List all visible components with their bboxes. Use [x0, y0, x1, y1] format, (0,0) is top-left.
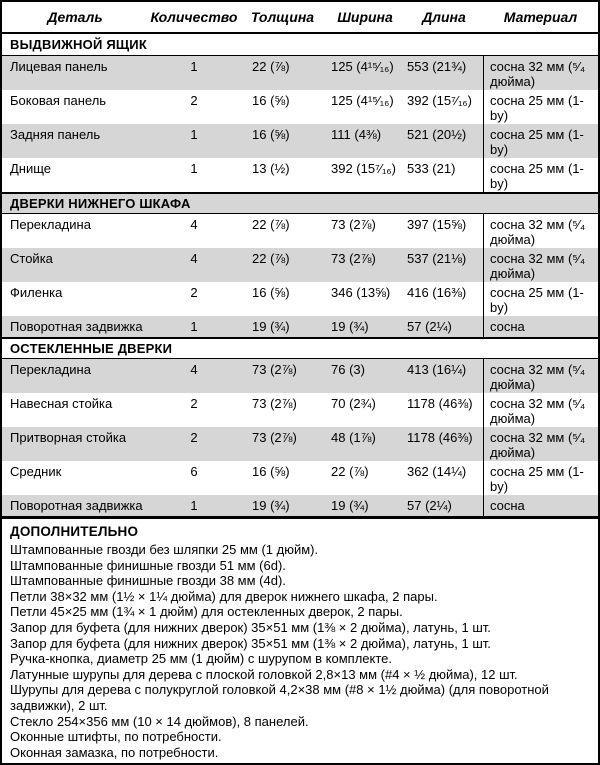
table-row [2, 90, 598, 124]
cell-qty: 1 [190, 127, 198, 142]
cell-thickness: 73 (2⅞) [252, 430, 297, 445]
cell-part: Задняя панель [10, 127, 101, 142]
additional-item: Запор для буфета (для нижних дверок) 35×51 мм (1⅜ × 2 дюйма), латунь, 1 шт. [10, 619, 491, 635]
cell-material: сосна 32 мм (⁵⁄₄ дюйма) [483, 248, 598, 282]
cell-width: 392 (15⁷⁄₁₆) [331, 161, 396, 176]
cell-width: 19 (¾) [331, 498, 369, 513]
cell-part: Поворотная задвижка [10, 319, 143, 334]
cell-qty: 1 [190, 319, 198, 334]
table-row [2, 158, 598, 192]
cell-width: 125 (4¹⁵⁄₁₆) [331, 93, 394, 108]
table-row [2, 359, 598, 393]
cell-part: Притворная стойка [10, 430, 127, 445]
additional-item: Штампованные гвозди без шляпки 25 мм (1 дюйм). [10, 542, 319, 557]
cell-qty: 6 [190, 464, 198, 479]
cell-part: Лицевая панель [10, 59, 108, 74]
cell-part: Стойка [10, 251, 53, 266]
cell-thickness: 16 (⅝) [252, 93, 290, 108]
table-row [2, 124, 598, 158]
cell-qty: 1 [190, 498, 198, 513]
cell-thickness: 22 (⅞) [252, 217, 290, 232]
cell-length: 416 (16⅜) [407, 285, 467, 300]
cell-width: 111 (4⅜) [331, 127, 382, 142]
cell-width: 76 (3) [331, 362, 365, 377]
additional-item: Петли 38×32 мм (1½ × 1¼ дюйма) для дверок нижнего шкафа, 2 пары. [10, 588, 438, 604]
additional-item: Оконная замазка, по потребности. [10, 744, 219, 760]
cell-qty: 4 [190, 251, 198, 266]
cell-width: 73 (2⅞) [331, 217, 376, 232]
additional-title: ДОПОЛНИТЕЛЬНО [10, 524, 139, 539]
table-body [2, 34, 598, 516]
cell-qty: 4 [190, 217, 198, 232]
section-title: ДВЕРКИ НИЖНЕГО ШКАФА [2, 192, 598, 214]
cell-qty: 4 [190, 362, 198, 377]
cell-width: 70 (2¾) [331, 396, 376, 411]
table-row [2, 495, 598, 516]
cell-part: Перекладина [10, 217, 91, 232]
additional-item: Стекло 254×356 мм (10 × 14 дюймов), 8 панелей. [10, 713, 309, 729]
cell-thickness: 22 (⅞) [252, 59, 290, 74]
column-header-1: Количество [150, 9, 238, 25]
cell-material: сосна 25 мм (1-by) [483, 282, 598, 316]
column-header-4: Длина [422, 9, 466, 25]
table-row [2, 214, 598, 248]
additional-item: Петли 45×25 мм (1¾ × 1 дюйм) для остекленных дверок, 2 пары. [10, 604, 403, 620]
cell-material: сосна 25 мм (1-by) [483, 461, 598, 495]
cell-material: сосна 32 мм (⁵⁄₄ дюйма) [483, 214, 598, 248]
section-title: ВЫДВИЖНОЙ ЯЩИК [2, 34, 598, 56]
cell-part: Боковая панель [10, 93, 107, 108]
cell-length: 57 (2¼) [407, 319, 452, 334]
cell-qty: 2 [190, 285, 198, 300]
cell-length: 392 (15⁷⁄₁₆) [407, 93, 472, 108]
additional-item: Оконные штифты, по потребности. [10, 729, 222, 745]
additional-item: Штампованные финишные гвозди 51 мм (6d). [10, 557, 286, 573]
additional-item: Шурупы для дерева с полукруглой головкой 4,2×38 мм (#8 × 1½ дюйма) (для поворотной задвижки), 2 шт. [10, 682, 549, 713]
cell-material: сосна 25 мм (1-by) [483, 158, 598, 192]
cell-material: сосна [483, 495, 598, 516]
column-header-5: Материал [503, 9, 578, 25]
additional-item: Латунные шурупы для дерева с плоской головкой 2,8×13 мм (#4 × ½ дюйма), 12 шт. [10, 666, 518, 682]
table-header-row [2, 2, 598, 34]
cell-part: Поворотная задвижка [10, 498, 143, 513]
cell-width: 48 (1⅞) [331, 430, 376, 445]
cell-part: Средник [10, 464, 62, 479]
cell-width: 125 (4¹⁵⁄₁₆) [331, 59, 394, 74]
cell-length: 521 (20½) [407, 127, 467, 142]
cell-thickness: 22 (⅞) [252, 251, 290, 266]
cell-length: 362 (14¼) [407, 464, 467, 479]
cell-qty: 1 [190, 59, 198, 74]
table-row [2, 248, 598, 282]
table-row [2, 461, 598, 495]
cell-part: Навесная стойка [10, 396, 113, 411]
additional-section [2, 516, 598, 763]
cell-part: Днище [10, 161, 52, 176]
cell-length: 1178 (46⅜) [407, 396, 473, 411]
additional-item: Ручка-кнопка, диаметр 25 мм (1 дюйм) с шурупом в комплекте. [10, 651, 393, 667]
cell-material: сосна 32 мм (⁵⁄₄ дюйма) [483, 427, 598, 461]
table-row [2, 393, 598, 427]
cell-thickness: 19 (¾) [252, 498, 290, 513]
cell-thickness: 73 (2⅞) [252, 362, 297, 377]
cell-thickness: 16 (⅝) [252, 464, 290, 479]
cell-thickness: 13 (½) [252, 161, 290, 176]
additional-item: Запор для буфета (для нижних дверок) 35×51 мм (1⅜ × 2 дюйма), латунь, 1 шт. [10, 635, 491, 651]
table-row [2, 427, 598, 461]
column-header-0: Деталь [47, 9, 103, 25]
cell-material: сосна 25 мм (1-by) [483, 90, 598, 124]
cell-qty: 2 [190, 430, 198, 445]
cell-length: 533 (21) [407, 161, 456, 176]
cell-length: 553 (21¾) [407, 59, 467, 74]
cell-qty: 2 [190, 93, 198, 108]
table-row [2, 56, 598, 90]
cell-part: Филенка [10, 285, 63, 300]
column-header-3: Ширина [337, 9, 393, 25]
cell-length: 397 (15⅝) [407, 217, 467, 232]
section-title: ОСТЕКЛЕННЫЕ ДВЕРКИ [2, 337, 598, 359]
cell-length: 1178 (46⅜) [407, 430, 473, 445]
cell-width: 22 (⅞) [331, 464, 369, 479]
cell-thickness: 73 (2⅞) [252, 396, 297, 411]
cell-material: сосна 32 мм (⁵⁄₄ дюйма) [483, 56, 598, 90]
table-row [2, 282, 598, 316]
cell-part: Перекладина [10, 362, 91, 377]
cell-material: сосна [483, 316, 598, 337]
additional-item: Штампованные финишные гвозди 38 мм (4d). [10, 573, 286, 589]
cell-material: сосна 25 мм (1-by) [483, 124, 598, 158]
cell-width: 346 (13⅝) [331, 285, 391, 300]
cell-length: 57 (2¼) [407, 498, 452, 513]
table-row [2, 316, 598, 337]
additional-list [10, 542, 590, 760]
cell-material: сосна 32 мм (⁵⁄₄ дюйма) [483, 393, 598, 427]
cell-length: 537 (21⅛) [407, 251, 467, 266]
cell-thickness: 16 (⅝) [252, 285, 290, 300]
cell-thickness: 19 (¾) [252, 319, 290, 334]
cell-width: 19 (¾) [331, 319, 369, 334]
cell-material: сосна 32 мм (⁵⁄₄ дюйма) [483, 359, 598, 393]
column-header-2: Толщина [250, 9, 315, 25]
cell-width: 73 (2⅞) [331, 251, 376, 266]
cell-qty: 1 [190, 161, 198, 176]
cell-thickness: 16 (⅝) [252, 127, 290, 142]
cell-qty: 2 [190, 396, 198, 411]
cell-length: 413 (16¼) [407, 362, 467, 377]
